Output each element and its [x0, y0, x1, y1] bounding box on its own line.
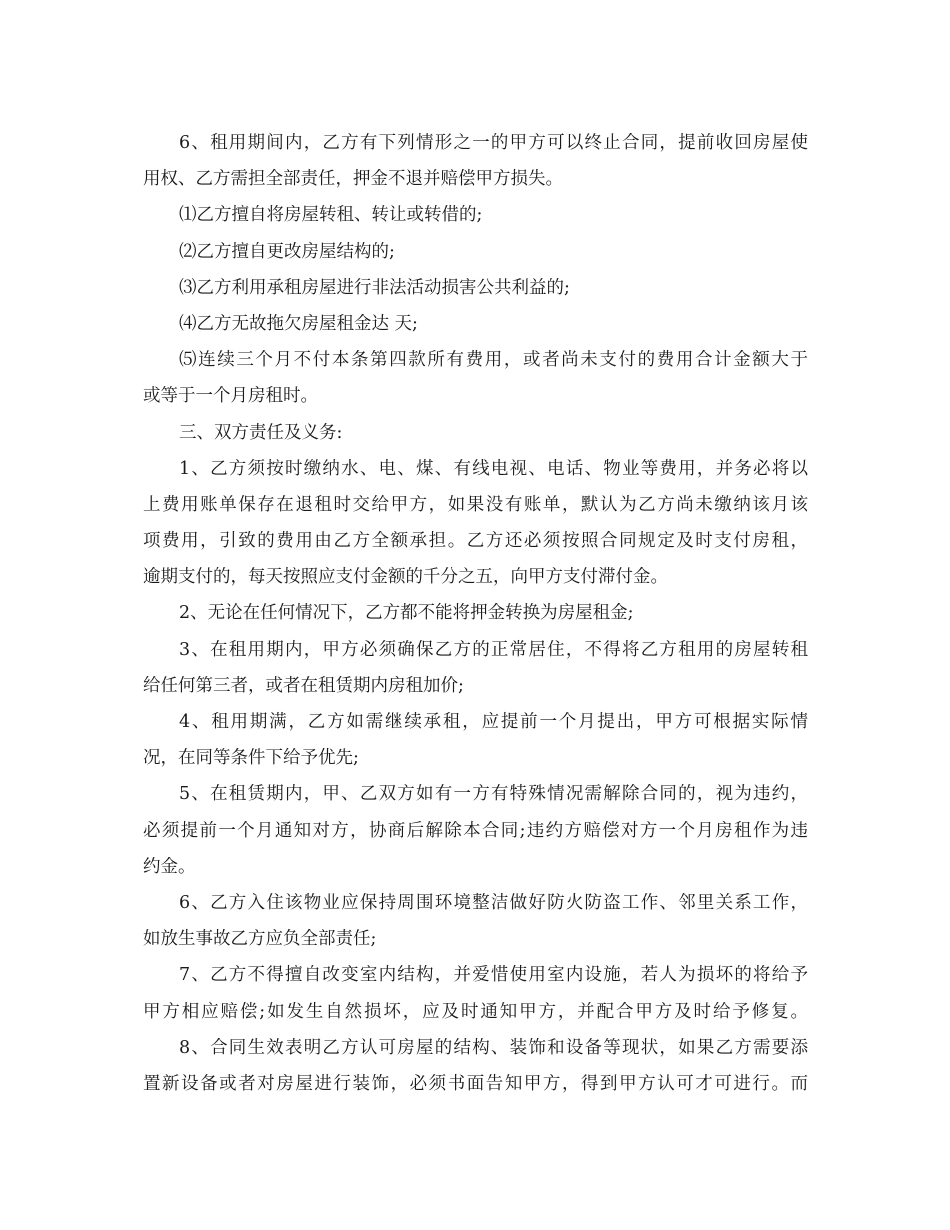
text-line: ⑵乙方擅自更改房屋结构的; [179, 241, 395, 262]
text-line: 用权、乙方需担全部责任，押金不退并赔偿甲方损失。 [143, 169, 563, 190]
text-line: ⑶乙方利用承租房屋进行非法活动损害公共利益的; [179, 277, 570, 298]
text-line: 2、无论在任何情况下，乙方都不能将押金转换为房屋租金; [179, 603, 634, 624]
text-line: 给任何第三者，或者在租赁期内房租加价; [143, 675, 464, 696]
text-line: 3、在租用期内，甲方必须确保乙方的正常居住，不得将乙方租用的房屋转租 [179, 639, 808, 660]
text-line: 逾期支付的，每天按照应支付金额的千分之五，向甲方支付滞付金。 [143, 567, 668, 588]
text-line: 三、双方责任及义务: [179, 422, 343, 443]
text-line: ⑴乙方擅自将房屋转租、转让或转借的; [179, 205, 483, 226]
text-line: 约金。 [143, 856, 196, 877]
text-line: 6、乙方入住该物业应保持周围环境整洁做好防火防盗工作、邻里关系工作， [179, 892, 808, 913]
text-line: 项费用，引致的费用由乙方全额承担。乙方还必须按照合同规定及时支付房租， [143, 531, 808, 552]
text-line: 5、在租赁期内，甲、乙双方如有一方有特殊情况需解除合同的，视为违约， [179, 784, 808, 805]
text-line: 7、乙方不得擅自改变室内结构，并爱惜使用室内设施，若人为损坏的将给予 [179, 965, 808, 986]
text-line: 如放生事故乙方应负全部责任; [143, 929, 377, 950]
text-line: 8、合同生效表明乙方认可房屋的结构、装饰和设备等现状，如果乙方需要添 [179, 1037, 808, 1058]
text-line: 甲方相应赔偿;如发生自然损坏，应及时通知甲方，并配合甲方及时给予修复。 [143, 1001, 808, 1022]
text-line: 1、乙方须按时缴纳水、电、煤、有线电视、电话、物业等费用，并务必将以 [179, 458, 808, 479]
text-line: 必须提前一个月通知对方，协商后解除本合同;违约方赔偿对方一个月房租作为违 [143, 820, 808, 841]
text-line: ⑷乙方无故拖欠房屋租金达 天; [179, 313, 418, 334]
text-line: 上费用账单保存在退租时交给甲方，如果没有账单，默认为乙方尚未缴纳该月该 [143, 494, 808, 515]
text-line: ⑸连续三个月不付本条第四款所有费用，或者尚未支付的费用合计金额大于 [179, 350, 808, 371]
text-line: 置新设备或者对房屋进行装饰，必须书面告知甲方，得到甲方认可才可进行。而 [143, 1073, 808, 1094]
text-line: 6、租用期间内，乙方有下列情形之一的甲方可以终止合同，提前收回房屋使 [179, 133, 808, 153]
text-line: 或等于一个月房租时。 [143, 386, 318, 407]
document-body [143, 125, 808, 1102]
text-line: 况，在同等条件下给予优先; [143, 748, 359, 769]
text-line: 4、租用期满，乙方如需继续承租，应提前一个月提出，甲方可根据实际情 [179, 712, 808, 732]
